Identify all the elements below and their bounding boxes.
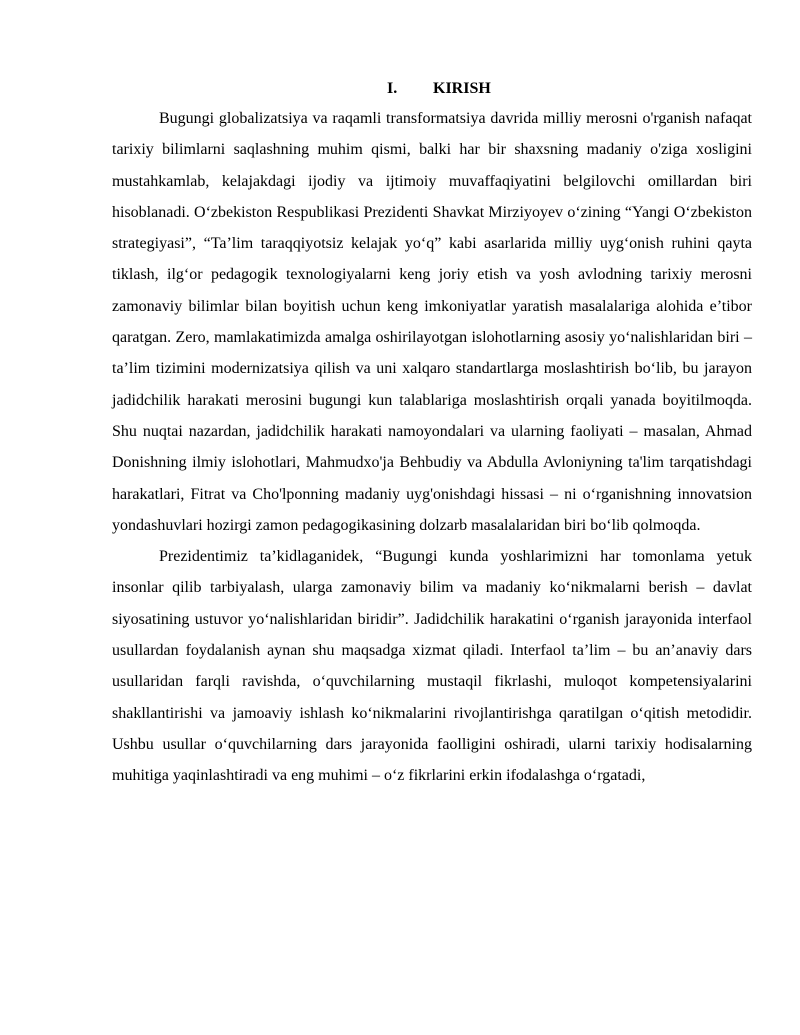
paragraph-1: Bugungi globalizatsiya va raqamli transformatsiya davrida milliy merosni o'rganish nafaqat tarixiy bilimlarni saqlashning muhim qismi, balki har bir shaxsning madaniy o'ziga xosligini mustahkamlab, kelajakdagi ijodiy va ijtimoiy muvaffaqiyatini belgilovchi omillardan biri hisoblanadi. O‘zbekiston Respublikasi Prezidenti Shavkat Mirziyoyev o‘zining “Yangi O‘zbekiston strategiyasi”, “Ta’lim taraqqiyotsiz kelajak yo‘q” kabi asarlarida milliy uyg‘onish ruhini qayta tiklash, ilg‘or pedagogik texnologiyalarni keng joriy etish va yosh avlodning tarixiy merosni zamonaviy bilimlar bilan boyitish uchun keng imkoniyatlar yaratish masalalariga alohida e’tibor qaratgan. Zero, mamlakatimizda amalga oshirilayotgan islohotlarning asosiy yo‘nalishlaridan biri – ta’lim tizimini modernizatsiya qilish va uni xalqaro standartlarga moslashtirish bo‘lib, bu jarayon jadidchilik harakati merosini bugungi kun talablariga moslashtirish orqali yanada boyitilmoqda. Shu nuqtai nazardan, jadidchilik harakati namoyondalari va ularning faoliyati – masalan, Ahmad Donishning ilmiy islohotlari, Mahmudxo'ja Behbudiy va Abdulla Avloniyning ta'lim tarqatishdagi harakatlari, Fitrat va Cho'lponning madaniy uyg'onishdagi hissasi – ni o‘rganishning innovatsion yondashuvlari hozirgi zamon pedagogikasining dolzarb masalalaridan biri bo‘lib qolmoqda. <box>112 110 752 534</box>
section-number: I. <box>387 80 398 97</box>
section-heading <box>112 75 752 103</box>
paragraph-2: Prezidentimiz ta’kidlaganidek, “Bugungi kunda yoshlarimizni har tomonlama yetuk insonlar qilib tarbiyalash, ularga zamonaviy bilim va madaniy ko‘nikmalarni berish – davlat siyosatining ustuvor yo‘nalishlaridan biridir”. Jadidchilik harakatini o‘rganish jarayonida interfaol usullardan foydalanish aynan shu maqsadga xizmat qiladi. Interfaol ta’lim – bu an’anaviy dars usullaridan farqli ravishda, o‘quvchilarning mustaqil fikrlashi, muloqot kompetensiyalarini shakllantirishi va jamoaviy ishlash ko‘nikmalarini rivojlantirishga qaratilgan o‘qitish metodidir. Ushbu usullar o‘quvchilarning dars jarayonida faolligini oshiradi, ularni tarixiy hodisalarning muhitiga yaqinlashtiradi va eng muhimi – o‘z fikrlarini erkin ifodalashga o‘rgatadi, <box>112 548 752 785</box>
document-page <box>112 75 752 792</box>
section-title: KIRISH <box>433 80 491 97</box>
